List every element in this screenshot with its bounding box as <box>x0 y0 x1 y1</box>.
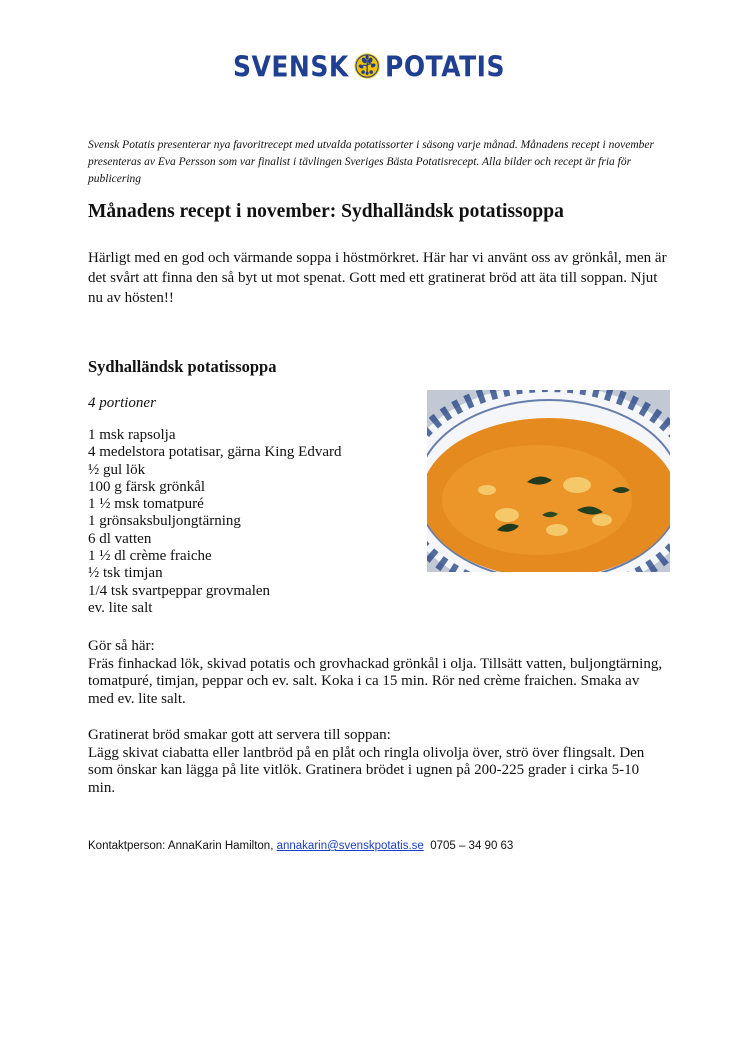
ingredient-item: 1 ½ msk tomatpuré <box>88 496 204 513</box>
method-heading: Gör så här: <box>88 638 155 654</box>
ingredient-item: 1 ½ dl crème fraiche <box>88 548 212 565</box>
logo-word-right: POTATIS <box>385 49 505 83</box>
contact-email-link[interactable]: annakarin@svenskpotatis.se <box>276 840 424 852</box>
ingredient-item: 1 msk rapsolja <box>88 427 176 443</box>
recipe-portions: 4 portioner <box>88 395 156 411</box>
contact-line <box>88 840 513 852</box>
ingredient-item: 100 g färsk grönkål <box>88 478 206 495</box>
bread-heading: Gratinerat bröd smakar gott att servera till soppan: <box>88 727 391 743</box>
page-headline: Månadens recept i november: Sydhalländsk potatissoppa <box>88 201 564 222</box>
ingredient-item: 1 grönsaksbuljongtärning <box>88 513 241 530</box>
ingredient-item: ½ gul lök <box>88 461 146 478</box>
lead-text: Härligt med en god och värmande soppa i höstmörkret. Här har vi använt oss av grönkål, men är det svårt att finna den så byt ut mot spenat. Gott med ett gratinerat bröd att äta till soppan. Njut nu av hösten!! <box>88 250 667 306</box>
logo-word-left: SVENSK <box>233 49 349 83</box>
ingredient-item: ½ tsk timjan <box>88 565 163 582</box>
ingredient-list <box>88 427 341 617</box>
bread-text: Lägg skivat ciabatta eller lantbröd på en plåt och ringla olivolja över, strö över flingsalt. Den som önskar kan lägga på lite vitlök. Gratinera brödet i ugnen på 200-225 grader i cirka 5-10 min. <box>88 745 645 796</box>
method-text: Fräs finhackad lök, skivad potatis och grovhackad grönkål i olja. Tillsätt vatten, buljongtärning, tomatpuré, timjan, peppar och ev. salt. Koka i ca 15 min. Rör ned crème fraichen. Smaka av med ev. lite salt. <box>88 656 663 707</box>
ingredient-item: 4 medelstora potatisar, gärna King Edvard <box>88 444 342 461</box>
ingredient-item: 1/4 tsk svartpeppar grovmalen <box>88 582 271 599</box>
soup-photo <box>427 390 670 572</box>
contact-phone: 0705 – 34 90 63 <box>430 840 514 852</box>
contact-label: Kontaktperson: AnnaKarin Hamilton, <box>88 840 274 852</box>
ingredient-item: 6 dl vatten <box>88 530 152 547</box>
recipe-title: Sydhalländsk potatissoppa <box>88 357 277 376</box>
ingredient-item: ev. lite salt <box>88 599 153 616</box>
svensk-potatis-logo <box>233 40 505 92</box>
intro-text: Svensk Potatis presenterar nya favoritrecept med utvalda potatissorter i säsong varje månad. Månadens recept i november presenteras av Eva Persson som var finalist i tävlingen Sveriges Bästa Potatisrecept. Alla bilder och recept är fria för publicering <box>88 139 654 185</box>
potato-plant-badge-icon <box>354 40 380 92</box>
